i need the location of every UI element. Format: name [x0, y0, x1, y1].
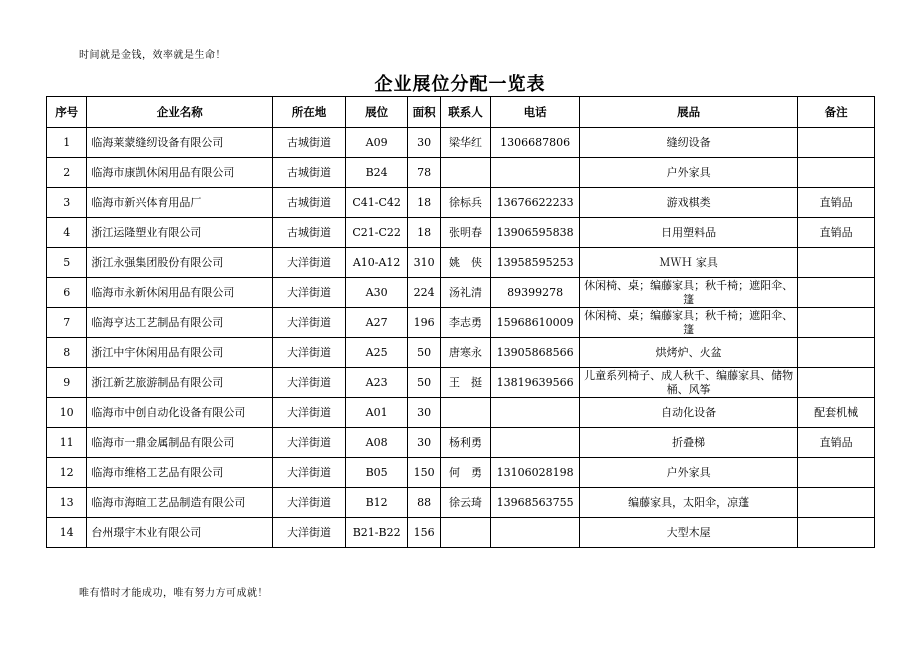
table-row [47, 128, 875, 158]
cell-contact: 唐寒永 [440, 338, 490, 368]
cell-area: 310 [408, 248, 440, 278]
cell-area: 150 [408, 458, 440, 488]
table-row [47, 368, 875, 398]
cell-phone [491, 428, 580, 458]
cell-note [798, 128, 875, 158]
col-header-area: 面积 [408, 97, 440, 128]
table-row [47, 518, 875, 548]
cell-location: 古城街道 [273, 188, 346, 218]
col-header-contact: 联系人 [440, 97, 490, 128]
cell-no: 2 [47, 158, 87, 188]
cell-location: 大洋街道 [273, 428, 346, 458]
cell-no: 13 [47, 488, 87, 518]
cell-phone [491, 518, 580, 548]
cell-contact [440, 398, 490, 428]
cell-booth: A09 [345, 128, 408, 158]
cell-phone [491, 158, 580, 188]
cell-company: 浙江运隆塑业有限公司 [87, 218, 273, 248]
cell-no: 6 [47, 278, 87, 308]
cell-note [798, 458, 875, 488]
cell-contact: 张明春 [440, 218, 490, 248]
cell-location: 大洋街道 [273, 308, 346, 338]
cell-location: 大洋街道 [273, 338, 346, 368]
table-row [47, 488, 875, 518]
cell-no: 12 [47, 458, 87, 488]
cell-booth: A23 [345, 368, 408, 398]
cell-phone: 13676622233 [491, 188, 580, 218]
cell-booth: B12 [345, 488, 408, 518]
cell-location: 古城街道 [273, 218, 346, 248]
cell-location: 大洋街道 [273, 398, 346, 428]
cell-company: 浙江新艺旅游制品有限公司 [87, 368, 273, 398]
cell-company: 临海市海暄工艺品制造有限公司 [87, 488, 273, 518]
cell-company: 临海亨达工艺制品有限公司 [87, 308, 273, 338]
cell-no: 3 [47, 188, 87, 218]
cell-note: 直销品 [798, 188, 875, 218]
cell-location: 大洋街道 [273, 488, 346, 518]
cell-company: 临海市新兴体育用品厂 [87, 188, 273, 218]
cell-no: 14 [47, 518, 87, 548]
cell-contact: 梁华红 [440, 128, 490, 158]
cell-booth: A27 [345, 308, 408, 338]
cell-location: 大洋街道 [273, 458, 346, 488]
cell-product: 户外家具 [580, 458, 798, 488]
cell-booth: A30 [345, 278, 408, 308]
page-title: 企业展位分配一览表 [374, 74, 546, 95]
cell-phone: 15968610009 [491, 308, 580, 338]
cell-company: 临海市康凯休闲用品有限公司 [87, 158, 273, 188]
cell-company: 临海莱蒙缝纫设备有限公司 [87, 128, 273, 158]
cell-note [798, 338, 875, 368]
cell-contact [440, 158, 490, 188]
cell-company: 临海市一鼎金属制品有限公司 [87, 428, 273, 458]
cell-area: 18 [408, 218, 440, 248]
table-row [47, 218, 875, 248]
table-header-row [47, 97, 875, 128]
cell-contact: 王 挺 [440, 368, 490, 398]
cell-booth: B05 [345, 458, 408, 488]
table-row [47, 158, 875, 188]
cell-area: 156 [408, 518, 440, 548]
cell-contact: 徐云琦 [440, 488, 490, 518]
table-row [47, 188, 875, 218]
cell-no: 9 [47, 368, 87, 398]
cell-product: 自动化设备 [580, 398, 798, 428]
cell-area: 224 [408, 278, 440, 308]
cell-no: 4 [47, 218, 87, 248]
table-row [47, 338, 875, 368]
cell-product: 编藤家具，太阳伞，凉蓬 [580, 488, 798, 518]
cell-product: 游戏棋类 [580, 188, 798, 218]
cell-note [798, 278, 875, 308]
cell-phone: 13905868566 [491, 338, 580, 368]
cell-area: 88 [408, 488, 440, 518]
col-header-product: 展品 [580, 97, 798, 128]
cell-area: 30 [408, 128, 440, 158]
cell-location: 大洋街道 [273, 518, 346, 548]
cell-no: 10 [47, 398, 87, 428]
cell-product: 缝纫设备 [580, 128, 798, 158]
table-row [47, 308, 875, 338]
cell-phone: 13968563755 [491, 488, 580, 518]
booth-allocation-table [46, 96, 875, 548]
col-header-no: 序号 [47, 97, 87, 128]
cell-location: 古城街道 [273, 158, 346, 188]
col-header-location: 所在地 [273, 97, 346, 128]
cell-location: 大洋街道 [273, 278, 346, 308]
cell-area: 30 [408, 398, 440, 428]
cell-company: 台州璟宇木业有限公司 [87, 518, 273, 548]
cell-area: 18 [408, 188, 440, 218]
cell-note [798, 368, 875, 398]
table-row [47, 278, 875, 308]
cell-note [798, 518, 875, 548]
col-header-booth: 展位 [345, 97, 408, 128]
col-header-note: 备注 [798, 97, 875, 128]
cell-location: 古城街道 [273, 128, 346, 158]
cell-note: 直销品 [798, 218, 875, 248]
cell-booth: A01 [345, 398, 408, 428]
col-header-company: 企业名称 [87, 97, 273, 128]
cell-phone: 1306687806 [491, 128, 580, 158]
cell-company: 临海市维格工艺品有限公司 [87, 458, 273, 488]
col-header-phone: 电话 [491, 97, 580, 128]
cell-company: 临海市中创自动化设备有限公司 [87, 398, 273, 428]
cell-product: 休闲椅、桌；编藤家具；秋千椅；遮阳伞、篷 [580, 308, 798, 338]
cell-note: 直销品 [798, 428, 875, 458]
table-row [47, 458, 875, 488]
cell-product: 儿童系列椅子、成人秋千、编藤家具、储物桶、风筝 [580, 368, 798, 398]
cell-company: 浙江中宇休闲用品有限公司 [87, 338, 273, 368]
cell-product: ＭＷＨ 家具 [580, 248, 798, 278]
cell-product: 日用塑料品 [580, 218, 798, 248]
cell-location: 大洋街道 [273, 368, 346, 398]
cell-product: 折叠梯 [580, 428, 798, 458]
cell-booth: A25 [345, 338, 408, 368]
cell-booth: C41-C42 [345, 188, 408, 218]
cell-phone: 13906595838 [491, 218, 580, 248]
cell-company: 浙江永强集团股份有限公司 [87, 248, 273, 278]
cell-company: 临海市永新休闲用品有限公司 [87, 278, 273, 308]
cell-no: 7 [47, 308, 87, 338]
cell-area: 196 [408, 308, 440, 338]
cell-contact: 李志勇 [440, 308, 490, 338]
cell-contact: 何 勇 [440, 458, 490, 488]
cell-contact [440, 518, 490, 548]
cell-no: 8 [47, 338, 87, 368]
cell-booth: B24 [345, 158, 408, 188]
cell-phone: 89399278 [491, 278, 580, 308]
cell-area: 30 [408, 428, 440, 458]
cell-note [798, 158, 875, 188]
cell-contact: 汤礼清 [440, 278, 490, 308]
header-note: 时间就是金钱，效率就是生命！ [79, 50, 226, 61]
cell-phone: 13106028198 [491, 458, 580, 488]
cell-phone [491, 398, 580, 428]
cell-booth: A10-A12 [345, 248, 408, 278]
cell-location: 大洋街道 [273, 248, 346, 278]
cell-note [798, 248, 875, 278]
table-row [47, 428, 875, 458]
cell-no: 5 [47, 248, 87, 278]
cell-product: 户外家具 [580, 158, 798, 188]
cell-note: 配套机械 [798, 398, 875, 428]
footer-note: 唯有惜时才能成功，唯有努力方可成就！ [79, 588, 268, 599]
cell-no: 1 [47, 128, 87, 158]
cell-no: 11 [47, 428, 87, 458]
cell-product: 休闲椅、桌；编藤家具；秋千椅；遮阳伞、篷 [580, 278, 798, 308]
cell-product: 大型木屋 [580, 518, 798, 548]
cell-booth: B21-B22 [345, 518, 408, 548]
cell-phone: 13819639566 [491, 368, 580, 398]
cell-area: 50 [408, 338, 440, 368]
cell-product: 烘烤炉、火盆 [580, 338, 798, 368]
cell-contact: 徐标兵 [440, 188, 490, 218]
cell-area: 50 [408, 368, 440, 398]
table-row [47, 398, 875, 428]
cell-note [798, 308, 875, 338]
cell-booth: C21-C22 [345, 218, 408, 248]
cell-area: 78 [408, 158, 440, 188]
cell-note [798, 488, 875, 518]
cell-contact: 姚 侠 [440, 248, 490, 278]
cell-phone: 13958595253 [491, 248, 580, 278]
cell-booth: A08 [345, 428, 408, 458]
cell-contact: 杨利勇 [440, 428, 490, 458]
table-row [47, 248, 875, 278]
